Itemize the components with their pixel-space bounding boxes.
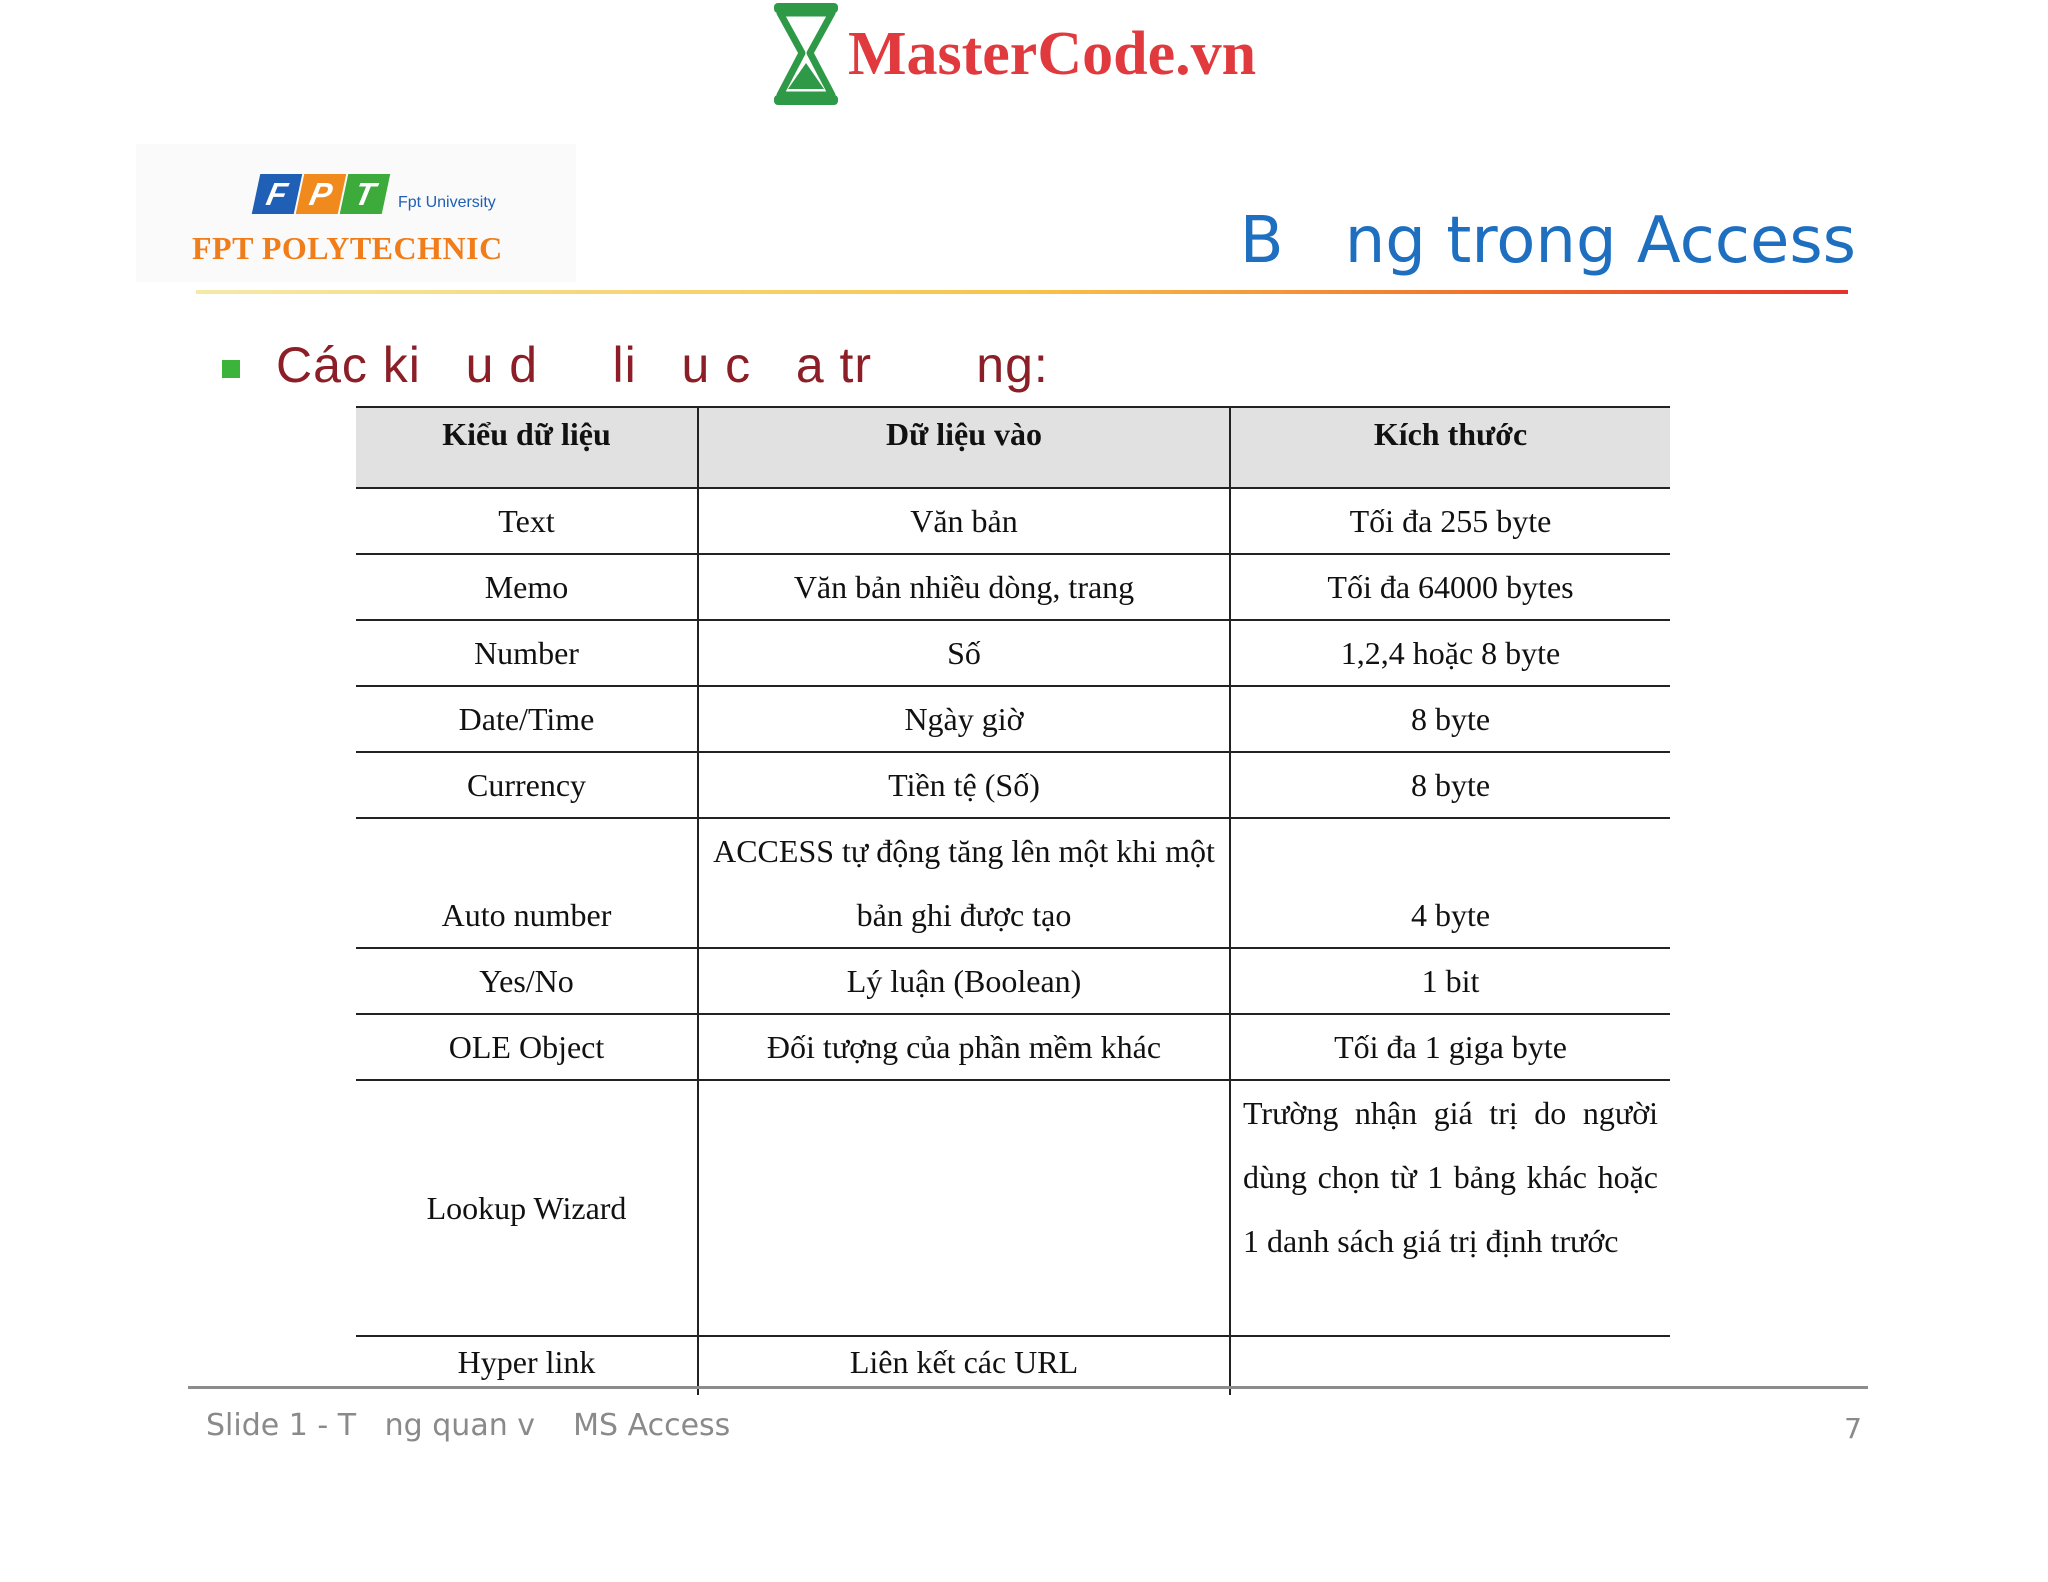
fpt-letter-p: P (296, 174, 347, 214)
bullet-heading: Các ki u d li u c a tr ng: (276, 337, 1049, 393)
cell-input: Liên kết các URL (698, 1336, 1230, 1395)
fpt-polytechnic-name: FPT POLYTECHNIC (192, 230, 503, 266)
cell-size: Tối đa 1 giga byte (1230, 1014, 1670, 1080)
watermark-text: MasterCode.vn (848, 19, 1257, 88)
cell-size: 1,2,4 hoặc 8 byte (1230, 620, 1670, 686)
table-row (356, 948, 1670, 1014)
fpt-logo-mark (256, 166, 496, 214)
cell-type: Number (356, 620, 698, 686)
cell-input: Văn bản (698, 488, 1230, 554)
table-row (356, 488, 1670, 554)
cell-type: Text (356, 488, 698, 554)
footer-divider (188, 1386, 1868, 1389)
cell-type: Lookup Wizard (356, 1080, 698, 1336)
footer-caption: Slide 1 - T ng quan v MS Access (206, 1408, 731, 1443)
cell-size: 4 byte (1230, 818, 1670, 948)
cell-size: Tối đa 255 byte (1230, 488, 1670, 554)
fpt-polytechnic-logo (136, 144, 576, 282)
cell-size: 1 bit (1230, 948, 1670, 1014)
fpt-university-label: Fpt University (398, 194, 496, 211)
mastercode-watermark (770, 0, 1290, 108)
cell-input: Văn bản nhiều dòng, trang (698, 554, 1230, 620)
header-data-type: Kiểu dữ liệu (356, 407, 698, 488)
hourglass-icon (770, 1, 842, 107)
cell-input: Lý luận (Boolean) (698, 948, 1230, 1014)
fpt-letter-t: T (340, 174, 391, 214)
table-row (356, 1014, 1670, 1080)
cell-type: Yes/No (356, 948, 698, 1014)
cell-type: Memo (356, 554, 698, 620)
data-types-table (356, 406, 1670, 1395)
cell-input: ACCESS tự động tăng lên một khi một bản ghi được tạo (698, 818, 1230, 948)
table-row (356, 686, 1670, 752)
fpt-letter-f: F (252, 174, 303, 214)
table-row (356, 620, 1670, 686)
table-row (356, 1080, 1670, 1336)
bullet-square-icon (222, 360, 240, 378)
cell-type: Date/Time (356, 686, 698, 752)
cell-input: Ngày giờ (698, 686, 1230, 752)
cell-type: OLE Object (356, 1014, 698, 1080)
title-divider (196, 290, 1848, 294)
header-size: Kích thước (1230, 407, 1670, 488)
table-row (356, 554, 1670, 620)
cell-input (698, 1080, 1230, 1336)
cell-type: Hyper link (457, 1344, 596, 1380)
slide-title: B ng trong Access (1239, 204, 1856, 278)
table-header-row (356, 407, 1670, 488)
cell-type: Currency (356, 752, 698, 818)
header-input-data: Dữ liệu vào (698, 407, 1230, 488)
cell-size: Trường nhận giá trị do người dùng chọn từ 1 bảng khác hoặc 1 danh sách giá trị định trước (1230, 1080, 1670, 1336)
cell-size: 8 byte (1230, 686, 1670, 752)
table-row (356, 818, 1670, 948)
cell-input: Đối tượng của phần mềm khác (698, 1014, 1230, 1080)
cell-input: Tiền tệ (Số) (698, 752, 1230, 818)
cell-size: Tối đa 64000 bytes (1230, 554, 1670, 620)
page-number: 7 (1844, 1412, 1862, 1445)
cell-input: Số (698, 620, 1230, 686)
table-row (356, 752, 1670, 818)
cell-size: 8 byte (1230, 752, 1670, 818)
cell-type: Auto number (356, 818, 698, 948)
